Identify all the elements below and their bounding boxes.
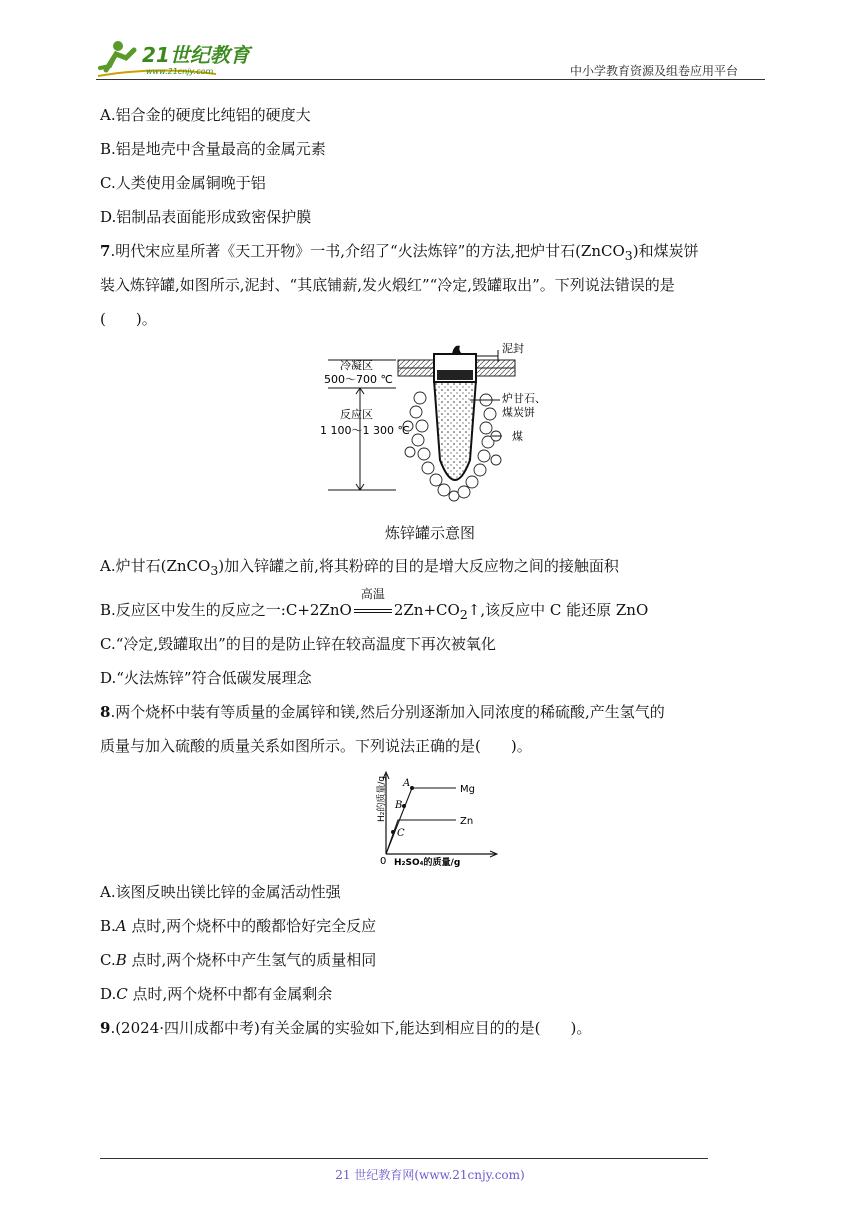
q6-option-a: A.铝合金的硬度比纯铝的硬度大: [100, 106, 311, 124]
q8-stem-line2: 质量与加入硫酸的质量关系如图所示。下列说法正确的是( )。: [100, 737, 532, 755]
q8-stem-line1: 8.两个烧杯中装有等质量的金属锌和镁,然后分别逐渐加入同浓度的稀硫酸,产生氢气的: [100, 703, 665, 721]
zinc-smelting-pot-figure: [320, 340, 550, 510]
q8-option-a: A.该图反映出镁比锌的金属活动性强: [100, 883, 341, 901]
x-axis-label: H₂SO₄的质量/g: [394, 858, 461, 868]
origin-label: 0: [380, 856, 387, 867]
q6-option-c: C.人类使用金属铜晚于铝: [100, 174, 266, 192]
q9-stem-line1: 9.(2024·四川成都中考)有关金属的实验如下,能达到相应目的的是( )。: [100, 1019, 592, 1037]
header-platform-text: 中小学教育资源及组卷应用平台: [570, 64, 739, 78]
q7-stem-line1: 7.明代宋应星所著《天工开物》一书,介绍了“火法炼锌”的方法,把炉甘石(ZnCO$_3$)和煤炭饼: [100, 242, 699, 263]
react-zone-label: 反应区: [340, 408, 373, 421]
reaction-condition: 高温: [352, 600, 394, 620]
point-b-label: B: [395, 800, 403, 811]
point-c-label: C: [397, 828, 405, 839]
cond-zone-temp: 500～700 ℃: [324, 373, 393, 386]
header-divider: [96, 79, 765, 80]
q7-stem-line2: 装入炼锌罐,如图所示,泥封、“其底铺薪,发火煅红”“冷定,毁罐取出”。下列说法错误的是: [100, 276, 675, 294]
logo-icon: [96, 36, 266, 80]
q8-option-b: B.A 点时,两个烧杯中的酸都恰好完全反应: [100, 917, 377, 935]
hydrogen-mass-graph: [360, 770, 500, 868]
figure1-caption: 炼锌罐示意图: [384, 524, 475, 542]
logo-url: www.21cnjy.com: [146, 67, 214, 76]
react-zone-temp: 1 100～1 300 ℃: [320, 424, 410, 437]
q7-option-b: B.反应区中发生的反应之一:C+2ZnO 高温 $2Zn+CO_2↑$,该反应中 C 能还原 ZnO: [100, 587, 649, 622]
q7-number: 7: [100, 242, 111, 260]
footer-link[interactable]: 21 世纪教育网(www.21cnjy.com): [335, 1168, 525, 1182]
q9-number: 9: [100, 1019, 111, 1037]
logo-text: 21世纪教育: [142, 43, 250, 67]
ore-label-1: 炉甘石、: [502, 392, 546, 405]
q6-option-d: D.铝制品表面能形成致密保护膜: [100, 208, 312, 226]
coal-label: 煤: [512, 430, 523, 443]
ore-label-2: 煤炭饼: [502, 406, 535, 419]
q7-stem-line3: ( )。: [100, 310, 157, 328]
q7-option-a: A.炉甘石(ZnCO$_3$)加入锌罐之前,将其粉碎的目的是增大反应物之间的接触面积: [100, 557, 619, 578]
q8-number: 8: [100, 703, 111, 721]
series-mg-label: Mg: [460, 784, 475, 795]
footer-divider: [100, 1158, 708, 1159]
series-zn-label: Zn: [460, 816, 474, 827]
q8-option-c: C.B 点时,两个烧杯中产生氢气的质量相同: [100, 951, 377, 969]
q7-option-d: D.“火法炼锌”符合低碳发展理念: [100, 669, 312, 687]
q6-option-b: B.铝是地壳中含量最高的金属元素: [100, 140, 326, 158]
seal-label: 泥封: [502, 342, 524, 355]
q7-option-c: C.“冷定,毁罐取出”的目的是防止锌在较高温度下再次被氧化: [100, 635, 496, 653]
point-a-label: A: [403, 778, 411, 789]
y-axis-label: H₂的质量/g: [377, 775, 387, 822]
q8-option-d: D.C 点时,两个烧杯中都有金属剩余: [100, 985, 333, 1003]
cond-zone-label: 冷凝区: [340, 359, 373, 372]
